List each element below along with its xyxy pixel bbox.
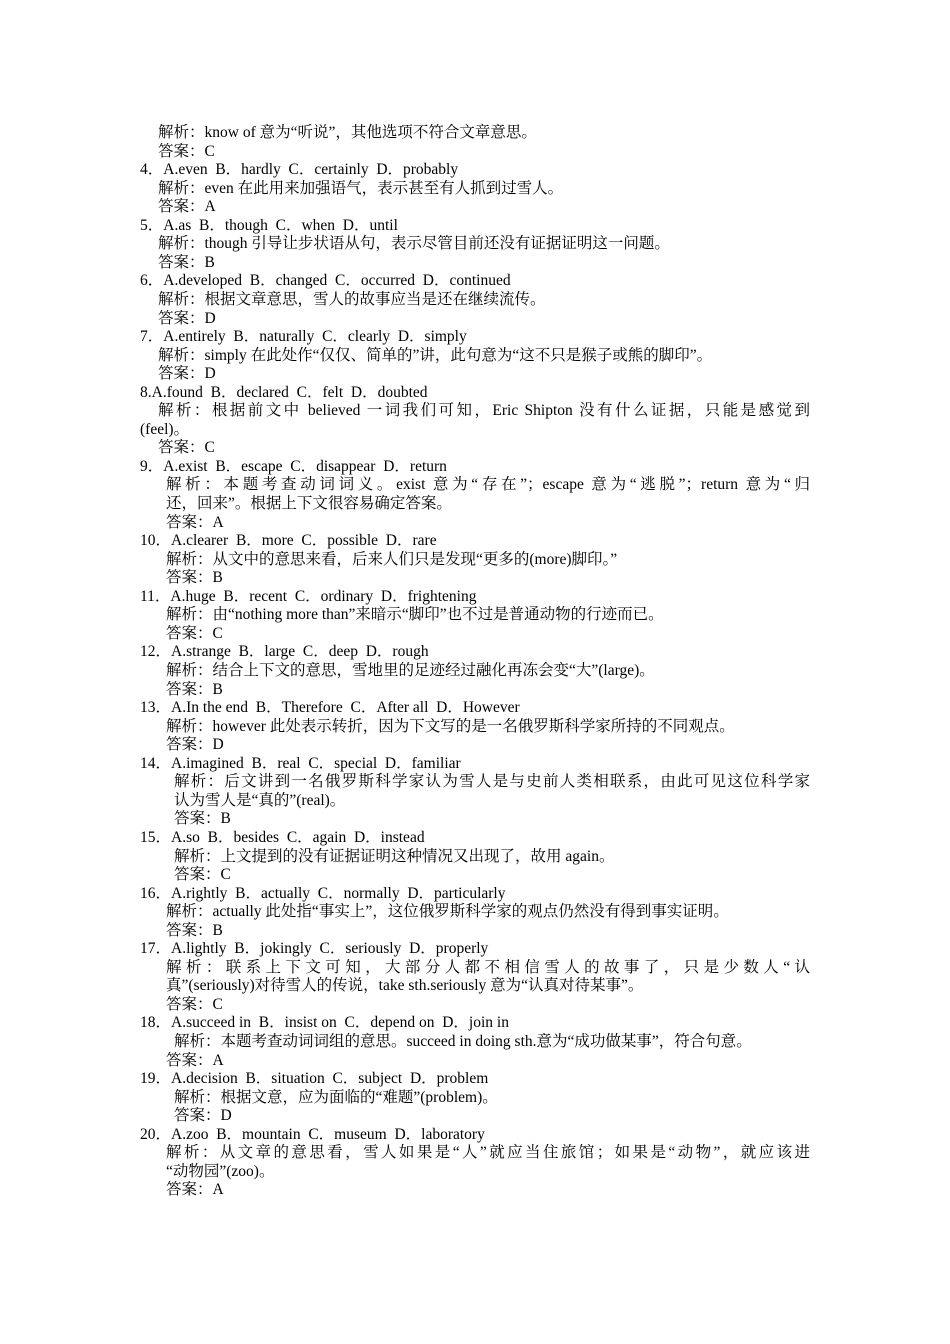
text-line: 5．A.as B．though C．when D．until (140, 216, 398, 234)
text-line: (feel)。 (140, 420, 190, 438)
text-line: 答案：B (158, 253, 215, 271)
text-line: 答案：C (158, 439, 215, 457)
text-line: 解析：从文章的意思看，雪人如果是“人”就应当住旅馆；如果是“动物”，就应该进 (166, 1144, 810, 1162)
text-line: 14．A.imagined B．real C．special D．familiar (140, 754, 461, 772)
text-line: 解析：本题考查动词词义。exist 意为“存在”；escape 意为“逃脱”；return 意为“归 (166, 476, 810, 494)
text-line: 12．A.strange B．large C．deep D．rough (140, 643, 429, 661)
text-line: 答案：B (166, 569, 223, 587)
text-line: 解析：结合上下文的意思，雪地里的足迹经过融化再冻会变“大”(large)。 (166, 662, 655, 679)
text-line: 10．A.clearer B．more C．possible D．rare (140, 532, 437, 550)
text-line: 答案：B (174, 810, 231, 828)
text-line: 答案：C (158, 142, 215, 160)
text-line: 答案：A (166, 513, 224, 531)
text-line: 认为雪人是“真的”(real)。 (174, 791, 346, 809)
text-line: 答案：D (166, 736, 224, 754)
text-line: 解析：simply 在此处作“仅仅、简单的”讲，此句意为“这不只是猴子或熊的脚印”。 (158, 346, 713, 364)
text-line: 19．A.decision B．situation C．subject D．problem (140, 1070, 489, 1088)
text-line: 15．A.so B．besides C．again D．instead (140, 828, 425, 846)
text-line: 9．A.exist B．escape C．disappear D．return (140, 457, 447, 475)
text-line: 答案：C (166, 624, 223, 642)
text-line: 6．A.developed B．changed C．occurred D．continued (140, 272, 511, 290)
text-line: 8.A.found B．declared C．felt D．doubted (140, 383, 428, 401)
text-line: 解析：even 在此用来加强语气，表示甚至有人抓到过雪人。 (158, 179, 564, 197)
text-line: 16．A.rightly B．actually C．normally D．particularly (140, 884, 506, 902)
text-line: 真”(seriously)对待雪人的传说，take sth.seriously 意为“认真对待某事”。 (166, 977, 644, 995)
text-line: 答案：D (158, 365, 216, 383)
text-line: 18．A.succeed in B．insist on C．depend on D．join in (140, 1014, 509, 1032)
text-line: 答案：B (166, 680, 223, 698)
text-line: 13．A.In the end B．Therefore C．After all D．However (140, 699, 520, 717)
text-line: 答案：C (166, 995, 223, 1013)
text-line: 解析：know of 意为“听说”，其他选项不符合文章意思。 (158, 124, 537, 141)
text-line: 解析：本题考查动词词组的意思。succeed in doing sth.意为“成功做某事”，符合句意。 (174, 1033, 752, 1050)
text-line: 解析：though 引导让步状语从句，表示尽管目前还没有证据证明这一问题。 (158, 235, 670, 253)
text-line: 解析：由“nothing more than”来暗示“脚印”也不过是普通动物的行迹而已。 (166, 606, 664, 624)
text-line: 解析：根据文意，应为面临的“难题”(problem)。 (174, 1088, 498, 1106)
text-line: 答案：A (166, 1051, 224, 1069)
text-line: 答案：B (166, 921, 223, 939)
text-line: 答案：D (158, 309, 216, 327)
text-line: 解析：上文提到的没有证据证明这种情况又出现了，故用 again。 (174, 847, 615, 865)
text-line: 解析：联系上下文可知，大部分人都不相信雪人的故事了，只是少数人“认 (166, 958, 810, 976)
text-line: 解析：后文讲到一名俄罗斯科学家认为雪人是与史前人类相联系，由此可见这位科学家 (174, 773, 810, 791)
text-line: 4．A.even B．hardly C．certainly D．probably (140, 161, 459, 179)
text-line: 答案：C (174, 866, 231, 883)
text-line: 11．A.huge B．recent C．ordinary D．frightening (140, 587, 477, 605)
text-line: 解析：however 此处表示转折，因为下文写的是一名俄罗斯科学家所持的不同观点。 (166, 717, 735, 735)
text-line: 20．A.zoo B．mountain C．museum D．laboratory (140, 1125, 485, 1143)
text-line: “动物园”(zoo)。 (166, 1162, 275, 1180)
text-line: 解析：根据前文中 believed 一词我们可知，Eric Shipton 没有什么证据，只能是感觉到 (158, 402, 810, 420)
text-line: 答案：D (174, 1107, 232, 1125)
text-line: 解析：actually 此处指“事实上”，这位俄罗斯科学家的观点仍然没有得到事实证明。 (166, 903, 729, 921)
text-line: 解析：从文中的意思来看，后来人们只是发现“更多的(more)脚印。” (166, 550, 618, 568)
text-line: 答案：A (166, 1181, 224, 1199)
text-line: 答案：A (158, 198, 216, 216)
text-line: 7．A.entirely B．naturally C．clearly D．simply (140, 328, 467, 346)
text-line: 解析：根据文章意思，雪人的故事应当是还在继续流传。 (158, 291, 546, 308)
text-line: 还，回来”。根据上下文很容易确定答案。 (166, 495, 452, 512)
text-line: 17．A.lightly B．jokingly C．seriously D．properly (140, 940, 489, 958)
